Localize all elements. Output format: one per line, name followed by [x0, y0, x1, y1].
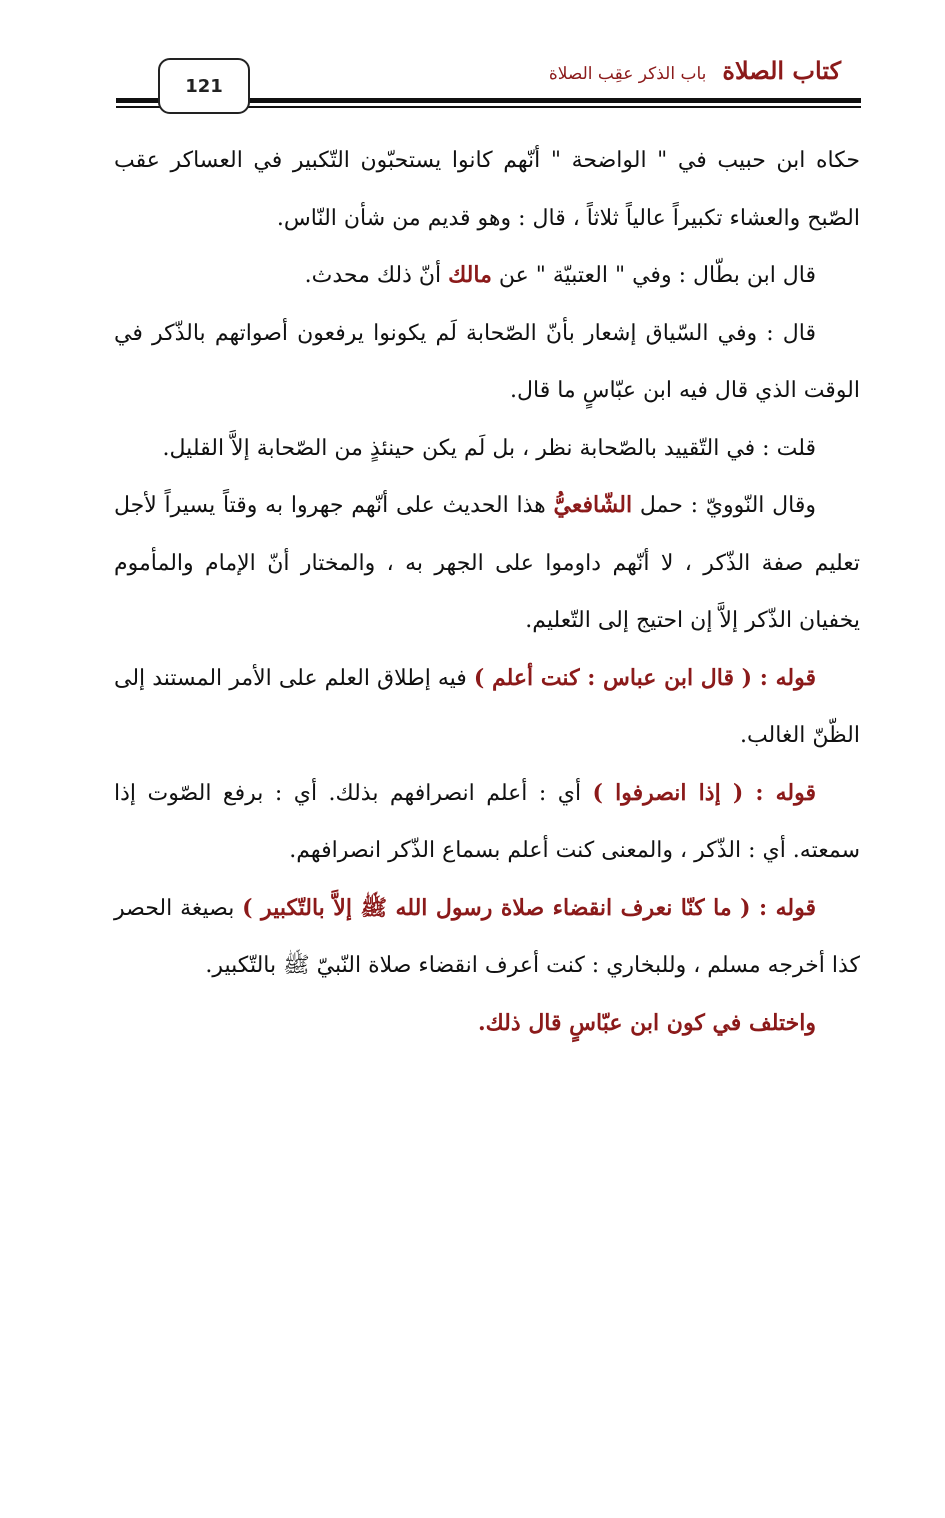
paragraph-6: قوله : ( قال ابن عباس : كنت أعلم ) فيه إطلاق العلم على الأمر المستند إلى الظّنّ الغالب. — [114, 664, 860, 748]
page-body — [114, 132, 860, 1052]
quote-lead-7: قوله : ( إذا انصرفوا ) — [592, 779, 816, 806]
name-shafii: الشّافعيُّ — [553, 492, 633, 518]
header-titles — [549, 56, 841, 85]
chapter-title: باب الذكر عقِب الصلاة — [548, 64, 707, 84]
paragraph-8: قوله : ( ما كنّا نعرف انقضاء صلاة رسول الله ﷺ إلاَّ بالتّكبير ) بصيغة الحصر كذا أخرجه مسلم ، وللبخاري : كنت أعرف انقضاء صلاة النّبيّ ﷺ بالتّكبير. — [114, 894, 860, 978]
page-number: 121 — [158, 58, 250, 114]
paragraph-5: وقال النّوويّ : حمل الشّافعيُّ هذا الحديث على أنّهم جهروا به وقتاً يسيراً لأجل تعليم صفة الذّكر ، لا أنّهم داوموا على الجهر به ، والمختار أنّ الإمام والمأموم يخفيان الذّكر إلاَّ إن احتيج إلى التّعليم. — [114, 492, 860, 633]
paragraph-7: قوله : ( إذا انصرفوا ) أي : أعلم انصرافهم بذلك. أي : برفع الصّوت إذا سمعته. أي : الذّكر ، والمعنى كنت أعلم بسماع الذّكر انصرافهم. — [114, 779, 860, 863]
book-title: كتاب الصلاة — [722, 56, 841, 85]
paragraph-2: قال ابن بطّال : وفي " العتبيّة " عن مالك أنّ ذلك محدث. — [304, 262, 816, 288]
paragraph-9: واختلف في كون ابن عبّاسٍ قال ذلك. — [477, 1009, 816, 1036]
paragraph-3: قال : وفي السّياق إشعار بأنّ الصّحابة لَم يكونوا يرفعون أصواتهم بالذّكر في الوقت الذي قال فيه ابن عبّاسٍ ما قال. — [114, 320, 860, 403]
paragraph-1: حكاه ابن حبيب في " الواضحة " أنّهم كانوا يستحبّون التّكبير في العساكر عقب الصّبح والعشاء تكبيراً عالياً ثلاثاً ، قال : وهو قديم من شأن النّاس. — [114, 148, 860, 231]
quote-lead-6: قوله : ( قال ابن عباس : كنت أعلم ) — [473, 664, 816, 691]
page-header — [0, 0, 945, 120]
name-malik: مالك — [448, 262, 492, 288]
quote-lead-8: قوله : ( ما كنّا نعرف انقضاء صلاة رسول الله ﷺ إلاَّ بالتّكبير ) — [242, 894, 817, 921]
paragraph-4: قلت : في التّقييد بالصّحابة نظر ، بل لَم يكن حينئذٍ من الصّحابة إلاَّ القليل. — [162, 435, 816, 461]
